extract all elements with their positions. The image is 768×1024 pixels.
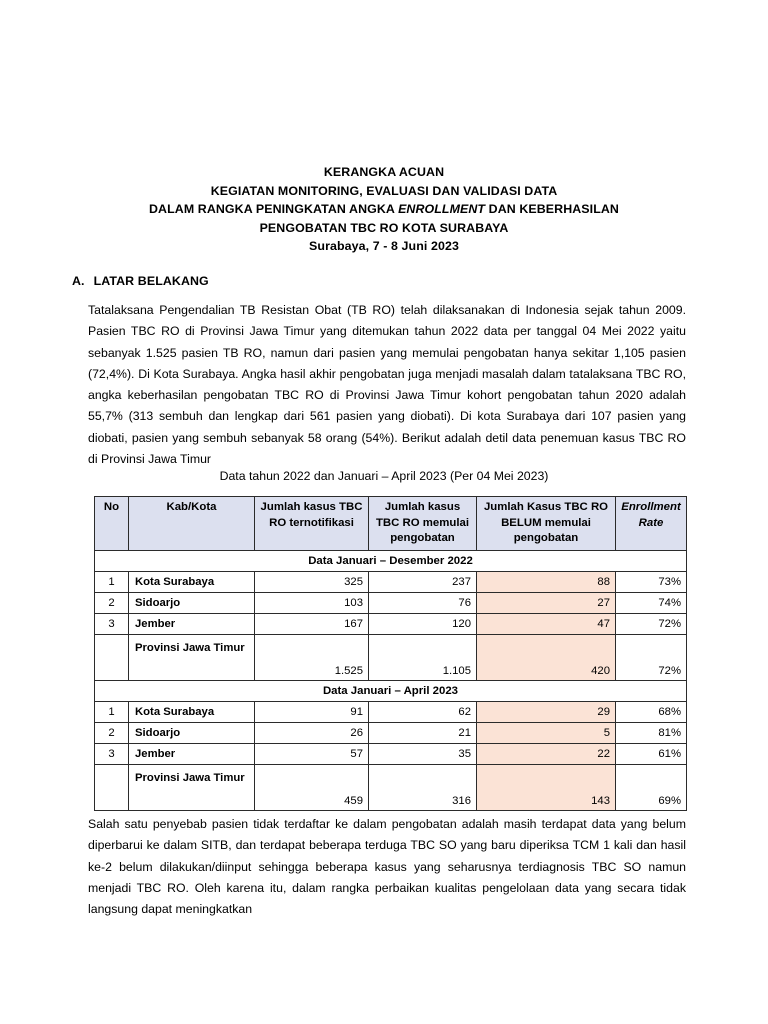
cell-kab-kota: Kota Surabaya <box>129 572 255 593</box>
title-line-3-emphasis: ENROLLMENT <box>398 202 486 217</box>
table-row-total <box>95 765 687 811</box>
cell-kab-kota: Jember <box>129 744 255 765</box>
cell-kab-kota: Sidoarjo <box>129 593 255 614</box>
cell-belum-memulai: 22 <box>477 744 616 765</box>
cell-kab-kota: Sidoarjo <box>129 723 255 744</box>
column-header-memulai-pengobatan: Jumlah kasus TBC RO memulai pengobatan <box>369 497 477 551</box>
table-section-divider <box>95 551 687 572</box>
cell-enrollment-rate: 72% <box>616 614 687 635</box>
section-letter: A. <box>72 274 85 288</box>
table-row <box>95 723 687 744</box>
cell-ternotifikasi: 57 <box>255 744 369 765</box>
cell-belum-memulai: 420 <box>477 635 616 681</box>
cell-kab-kota: Provinsi Jawa Timur <box>129 765 255 811</box>
cell-memulai: 35 <box>369 744 477 765</box>
table-header <box>95 497 687 551</box>
cell-ternotifikasi: 459 <box>255 765 369 811</box>
table-caption: Data tahun 2022 dan Januari – April 2023 (Per 04 Mei 2023) <box>219 469 549 483</box>
title-line-3-pre: DALAM RANGKA PENINGKATAN ANGKA <box>149 202 399 217</box>
cell-enrollment-rate: 72% <box>616 635 687 681</box>
title-line-2: KEGIATAN MONITORING, EVALUASI DAN VALIDASI DATA <box>210 183 558 198</box>
cell-ternotifikasi: 103 <box>255 593 369 614</box>
cell-no: 3 <box>95 744 129 765</box>
table-row <box>95 744 687 765</box>
cell-kab-kota: Provinsi Jawa Timur <box>129 635 255 681</box>
cell-no <box>95 635 129 681</box>
column-header-enrollment-rate: Enrollment Rate <box>616 497 687 551</box>
table-header-row <box>95 497 687 551</box>
cell-kab-kota: Jember <box>129 614 255 635</box>
cell-kab-kota: Kota Surabaya <box>129 702 255 723</box>
cell-memulai: 237 <box>369 572 477 593</box>
table-row <box>95 593 687 614</box>
table-section-divider <box>95 681 687 702</box>
cell-belum-memulai: 88 <box>477 572 616 593</box>
cell-belum-memulai: 47 <box>477 614 616 635</box>
table-section-title: Data Januari – April 2023 <box>95 681 687 702</box>
cell-enrollment-rate: 69% <box>616 765 687 811</box>
title-line-3-post: DAN KEBERHASILAN <box>485 202 619 217</box>
cell-memulai: 1.105 <box>369 635 477 681</box>
section-heading-latar-belakang <box>72 274 209 288</box>
cell-belum-memulai: 143 <box>477 765 616 811</box>
section-title: LATAR BELAKANG <box>93 274 209 288</box>
title-line-3 <box>0 200 768 219</box>
cell-ternotifikasi: 26 <box>255 723 369 744</box>
table-row-total <box>95 635 687 681</box>
column-header-ternotifikasi: Jumlah kasus TBC RO ternotifikasi <box>255 497 369 551</box>
table-row <box>95 614 687 635</box>
cell-ternotifikasi: 91 <box>255 702 369 723</box>
title-line-1: KERANGKA ACUAN <box>323 165 445 179</box>
cell-belum-memulai: 5 <box>477 723 616 744</box>
cell-ternotifikasi: 1.525 <box>255 635 369 681</box>
cell-enrollment-rate: 61% <box>616 744 687 765</box>
tbc-ro-data-table <box>94 496 687 811</box>
table-body <box>95 551 687 811</box>
document-title-block <box>0 163 768 256</box>
cell-enrollment-rate: 81% <box>616 723 687 744</box>
cell-memulai: 21 <box>369 723 477 744</box>
cell-no: 3 <box>95 614 129 635</box>
cell-ternotifikasi: 167 <box>255 614 369 635</box>
paragraph-intro: Tatalaksana Pengendalian TB Resistan Obat (TB RO) telah dilaksanakan di Indonesia sejak tahun 2009. Pasien TBC RO di Provinsi Jawa Timur yang ditemukan tahun 2022 data per tanggal 04 Mei 2022 yaitu sebanyak 1.525 pasien TB RO, namun dari pasien yang memulai pengobatan hanya sekitar 1,105 pasien (72,4%). Di Kota Surabaya. Angka hasil akhir pengobatan juga menjadi masalah dalam tatalaksana TBC RO, angka keberhasilan pengobatan TBC RO di Provinsi Jawa Timur kohort pengobatan tahun 2020 adalah 55,7% (313 sembuh dan lengkap dari 561 pasien yang diobati). Di kota Surabaya dari 107 pasien yang diobati, pasien yang sembuh sebanyak 58 orang (54%). Berikut adalah detil data penemuan kasus TBC RO di Provinsi Jawa Timur <box>88 303 686 467</box>
table-row <box>95 572 687 593</box>
column-header-kab-kota: Kab/Kota <box>129 497 255 551</box>
cell-memulai: 316 <box>369 765 477 811</box>
cell-no: 2 <box>95 723 129 744</box>
column-header-belum-memulai-pengobatan: Jumlah Kasus TBC RO BELUM memulai pengobatan <box>477 497 616 551</box>
cell-memulai: 62 <box>369 702 477 723</box>
cell-enrollment-rate: 74% <box>616 593 687 614</box>
table-row <box>95 702 687 723</box>
cell-no: 1 <box>95 702 129 723</box>
paragraph-closing: Salah satu penyebab pasien tidak terdaftar ke dalam pengobatan adalah masih terdapat data yang belum diperbarui ke dalam SITB, dan terdapat beberapa terduga TBC SO yang baru diperiksa TCM 1 kali dan hasil ke-2 belum dilakukan/diinput sehingga beberapa kasus yang seharusnya terdiagnosis TBC SO namun menjadi TBC RO. Oleh karena itu, dalam rangka perbaikan kualitas pengelolaan data yang secara tidak langsung dapat meningkatkan <box>88 817 686 917</box>
cell-memulai: 120 <box>369 614 477 635</box>
title-line-5: Surabaya, 7 - 8 Juni 2023 <box>309 239 459 254</box>
cell-enrollment-rate: 73% <box>616 572 687 593</box>
title-line-4: PENGOBATAN TBC RO KOTA SURABAYA <box>259 220 509 235</box>
cell-belum-memulai: 27 <box>477 593 616 614</box>
table-section-title: Data Januari – Desember 2022 <box>95 551 687 572</box>
cell-belum-memulai: 29 <box>477 702 616 723</box>
cell-no: 1 <box>95 572 129 593</box>
cell-enrollment-rate: 68% <box>616 702 687 723</box>
cell-ternotifikasi: 325 <box>255 572 369 593</box>
cell-no: 2 <box>95 593 129 614</box>
column-header-no: No <box>95 497 129 551</box>
cell-memulai: 76 <box>369 593 477 614</box>
cell-no <box>95 765 129 811</box>
